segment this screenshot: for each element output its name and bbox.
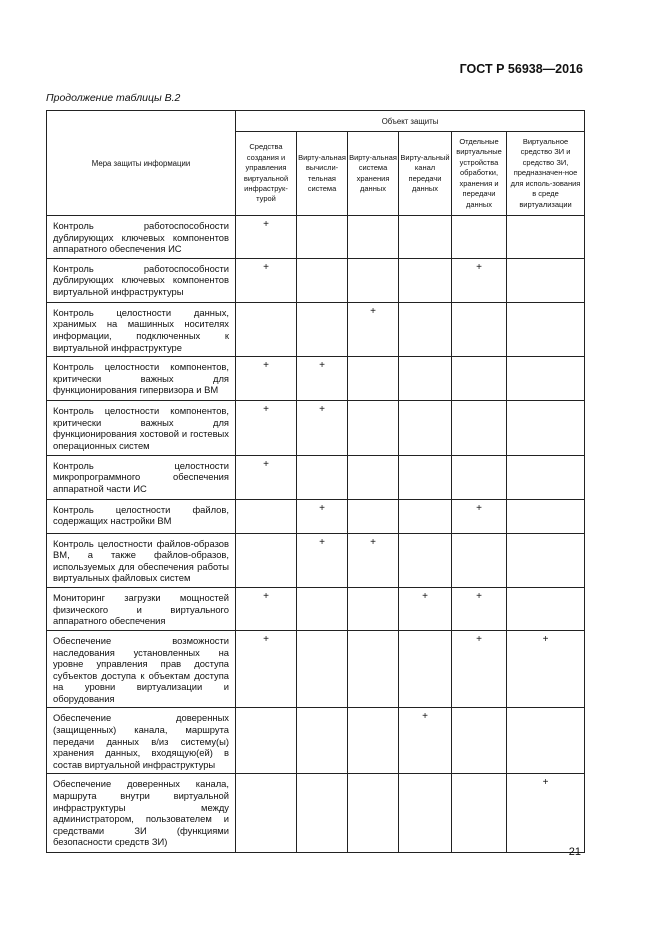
column-header: Виртуальное средство ЗИ и средство ЗИ, предназначен-ное для исполь-зования в среде виртуализации xyxy=(507,132,585,216)
mark-cell xyxy=(452,216,507,259)
measure-cell: Контроль работоспособности дублирующих ключевых компонентов аппаратного обеспечения ИС xyxy=(47,216,236,259)
table-row xyxy=(47,216,585,259)
object-group-header: Объект защиты xyxy=(236,111,585,132)
protection-measures-table xyxy=(46,110,585,853)
mark-cell: + xyxy=(348,533,399,587)
table-row xyxy=(47,401,585,455)
measure-cell: Обеспечение доверенных (защищенных) канала, маршрута передачи данных в/из систему(ы) хранения данных, входящую(ей) в состав виртуальной инфраструктуры xyxy=(47,708,236,774)
mark-cell xyxy=(236,533,297,587)
table-row xyxy=(47,455,585,499)
mark-cell xyxy=(399,216,452,259)
mark-cell xyxy=(399,357,452,401)
mark-cell: + xyxy=(507,630,585,708)
mark-cell xyxy=(399,499,452,533)
mark-cell: + xyxy=(452,630,507,708)
document-standard-header: ГОСТ Р 56938—2016 xyxy=(459,62,583,76)
mark-cell xyxy=(348,499,399,533)
mark-cell: + xyxy=(507,774,585,853)
mark-cell xyxy=(399,774,452,853)
mark-cell xyxy=(507,357,585,401)
table-row xyxy=(47,357,585,401)
mark-cell: + xyxy=(399,708,452,774)
mark-cell xyxy=(399,630,452,708)
mark-cell xyxy=(452,455,507,499)
mark-cell xyxy=(348,357,399,401)
mark-cell xyxy=(452,357,507,401)
measure-cell: Мониторинг загрузки мощностей физического и виртуального аппаратного обеспечения xyxy=(47,587,236,630)
measure-cell: Контроль работоспособности дублирующих ключевых компонентов виртуальной инфраструктуры xyxy=(47,258,236,302)
table-row xyxy=(47,533,585,587)
measure-cell: Обеспечение доверенных канала, маршрута внутри виртуальной инфраструктуры между администратором, пользователем и средствами ЗИ (функциями безопасности средств ЗИ) xyxy=(47,774,236,853)
mark-cell xyxy=(297,216,348,259)
table-row xyxy=(47,630,585,708)
mark-cell xyxy=(348,455,399,499)
measure-cell: Контроль целостности компонентов, критически важных для функционирования хостовой и гостевых операционных систем xyxy=(47,401,236,455)
mark-cell xyxy=(452,708,507,774)
mark-cell: + xyxy=(236,258,297,302)
mark-cell: + xyxy=(236,401,297,455)
mark-cell xyxy=(236,774,297,853)
table-row xyxy=(47,258,585,302)
mark-cell xyxy=(297,258,348,302)
table-row xyxy=(47,774,585,853)
mark-cell xyxy=(348,401,399,455)
mark-cell xyxy=(348,587,399,630)
mark-cell xyxy=(452,302,507,356)
mark-cell xyxy=(452,401,507,455)
column-header: Вирту-альная система хранения данных xyxy=(348,132,399,216)
column-header: Средства создания и управления виртуальной инфраструк-турой xyxy=(236,132,297,216)
mark-cell xyxy=(507,216,585,259)
mark-cell xyxy=(507,258,585,302)
mark-cell xyxy=(348,258,399,302)
column-header: Вирту-альный канал передачи данных xyxy=(399,132,452,216)
mark-cell xyxy=(507,302,585,356)
mark-cell: + xyxy=(399,587,452,630)
mark-cell xyxy=(297,302,348,356)
mark-cell: + xyxy=(236,587,297,630)
mark-cell xyxy=(507,533,585,587)
measure-cell: Обеспечение возможности наследования установленных на уровне управления прав доступа субъектов доступа к объектам доступа на уровни виртуализации и оборудования xyxy=(47,630,236,708)
mark-cell xyxy=(399,258,452,302)
mark-cell xyxy=(236,302,297,356)
table-row xyxy=(47,708,585,774)
mark-cell xyxy=(297,708,348,774)
table-row xyxy=(47,499,585,533)
measure-cell: Контроль целостности данных, хранимых на машинных носителях информации, подключенных к виртуальной инфраструктуре xyxy=(47,302,236,356)
mark-cell: + xyxy=(452,258,507,302)
mark-cell xyxy=(297,455,348,499)
mark-cell: + xyxy=(297,357,348,401)
measure-column-header: Мера защиты информации xyxy=(47,111,236,216)
mark-cell: + xyxy=(452,499,507,533)
mark-cell: + xyxy=(236,455,297,499)
mark-cell xyxy=(236,708,297,774)
mark-cell xyxy=(399,401,452,455)
column-header: Отдельные виртуальные устройства обработки, хранения и передачи данных xyxy=(452,132,507,216)
table-continuation-label: Продолжение таблицы В.2 xyxy=(46,92,181,104)
mark-cell: + xyxy=(297,401,348,455)
mark-cell xyxy=(452,533,507,587)
mark-cell: + xyxy=(348,302,399,356)
mark-cell xyxy=(348,216,399,259)
mark-cell: + xyxy=(236,630,297,708)
mark-cell xyxy=(399,302,452,356)
mark-cell: + xyxy=(236,357,297,401)
mark-cell xyxy=(507,401,585,455)
mark-cell xyxy=(507,708,585,774)
mark-cell: + xyxy=(297,533,348,587)
mark-cell xyxy=(297,774,348,853)
mark-cell xyxy=(507,499,585,533)
table-row xyxy=(47,302,585,356)
mark-cell xyxy=(507,455,585,499)
mark-cell xyxy=(399,533,452,587)
mark-cell xyxy=(348,630,399,708)
mark-cell xyxy=(452,774,507,853)
measure-cell: Контроль целостности микропрограммного обеспечения аппаратной части ИС xyxy=(47,455,236,499)
column-header: Вирту-альная вычисли-тельная система xyxy=(297,132,348,216)
mark-cell xyxy=(348,774,399,853)
table-row xyxy=(47,587,585,630)
mark-cell xyxy=(297,587,348,630)
mark-cell xyxy=(348,708,399,774)
mark-cell xyxy=(297,630,348,708)
page-number: 21 xyxy=(568,846,581,858)
mark-cell xyxy=(399,455,452,499)
mark-cell xyxy=(236,499,297,533)
measure-cell: Контроль целостности файлов, содержащих настройки ВМ xyxy=(47,499,236,533)
measure-cell: Контроль целостности компонентов, критически важных для функционирования гипервизора и ВМ xyxy=(47,357,236,401)
mark-cell: + xyxy=(452,587,507,630)
mark-cell xyxy=(507,587,585,630)
mark-cell: + xyxy=(297,499,348,533)
mark-cell: + xyxy=(236,216,297,259)
measure-cell: Контроль целостности файлов-образов ВМ, а также файлов-образов, используемых для обеспечения работы виртуальных файловых систем xyxy=(47,533,236,587)
